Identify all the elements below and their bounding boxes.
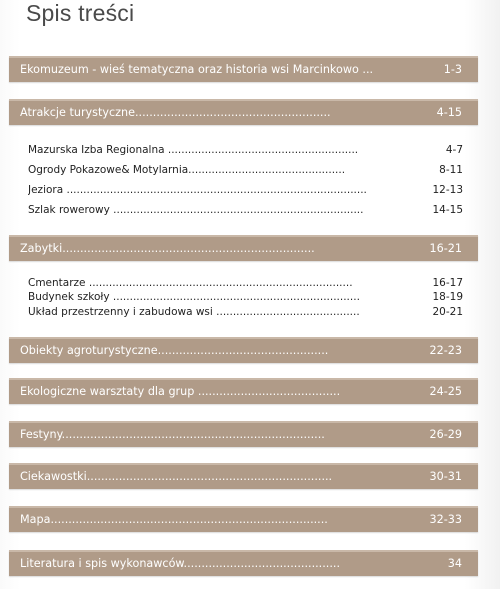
toc-section-zabytki [9, 235, 478, 261]
section-pages: 4-15 [436, 106, 462, 119]
toc-section-warsztaty [9, 378, 478, 404]
section-pages: 1-3 [443, 63, 462, 76]
section-label: Ekomuzeum - wieś tematyczna oraz historia wsi Marcinkowo ... [20, 63, 374, 76]
subsection-pages: 12-13 [432, 184, 463, 196]
section-label: Atrakcje turystyczne....................................................... [20, 106, 331, 119]
subsection-pages: 4-7 [445, 144, 463, 156]
subsection-label: Mazurska Izba Regionalna ......................................................... [28, 144, 359, 156]
toc-section-ciekawostki [9, 463, 478, 489]
subsection-label: Szlak rowerowy ........................................................................... [28, 204, 364, 216]
section-label: Literatura i spis wykonawców............................................ [20, 557, 341, 570]
subsection-pages: 14-15 [432, 204, 463, 216]
section-pages: 30-31 [429, 470, 462, 483]
section-pages: 26-29 [429, 428, 462, 441]
section-label: Mapa.............................................................................. [20, 513, 328, 526]
section-label: Zabytki....................................................................... [20, 242, 315, 255]
section-label: Obiekty agroturystyczne................................................ [20, 344, 329, 357]
toc-subsection [28, 183, 463, 197]
toc-subsection [28, 276, 463, 290]
toc-section-ekomuzeum [9, 56, 478, 82]
section-pages: 16-21 [429, 242, 462, 255]
subsection-label: Jeziora .......................................................................................... [28, 184, 367, 196]
section-pages: 32-33 [429, 513, 462, 526]
subsection-label: Cmentarze ............................................................................... [28, 277, 353, 289]
subsection-label: Układ przestrzenny i zabudowa wsi ........................................... [28, 306, 360, 318]
subsection-pages: 16-17 [432, 277, 463, 289]
toc-section-literatura [9, 550, 478, 576]
subsection-label: Ogrody Pokazowe& Motylarnia............................................... [28, 164, 346, 176]
toc-section-mapa [9, 506, 478, 532]
section-pages: 24-25 [429, 385, 462, 398]
subsection-pages: 20-21 [432, 306, 463, 318]
toc-subsection [28, 290, 463, 304]
section-label: Festyny.......................................................................... [20, 428, 325, 441]
section-pages: 34 [447, 557, 462, 570]
section-label: Ciekawostki..................................................................... [20, 470, 333, 483]
toc-section-obiekty [9, 337, 478, 363]
subsection-pages: 8-11 [439, 164, 463, 176]
section-pages: 22-23 [429, 344, 462, 357]
toc-section-atrakcje [9, 99, 478, 125]
toc-subsection [28, 203, 463, 217]
subsection-pages: 18-19 [432, 291, 463, 303]
toc-subsection [28, 163, 463, 177]
subsection-label: Budynek szkoły .......................................................................... [28, 291, 360, 303]
toc-section-festyny [9, 421, 478, 447]
page-title: Spis treści [26, 0, 135, 26]
toc-subsection [28, 143, 463, 157]
toc-subsection [28, 305, 463, 319]
section-label: Ekologiczne warsztaty dla grup ........................................ [20, 385, 341, 398]
